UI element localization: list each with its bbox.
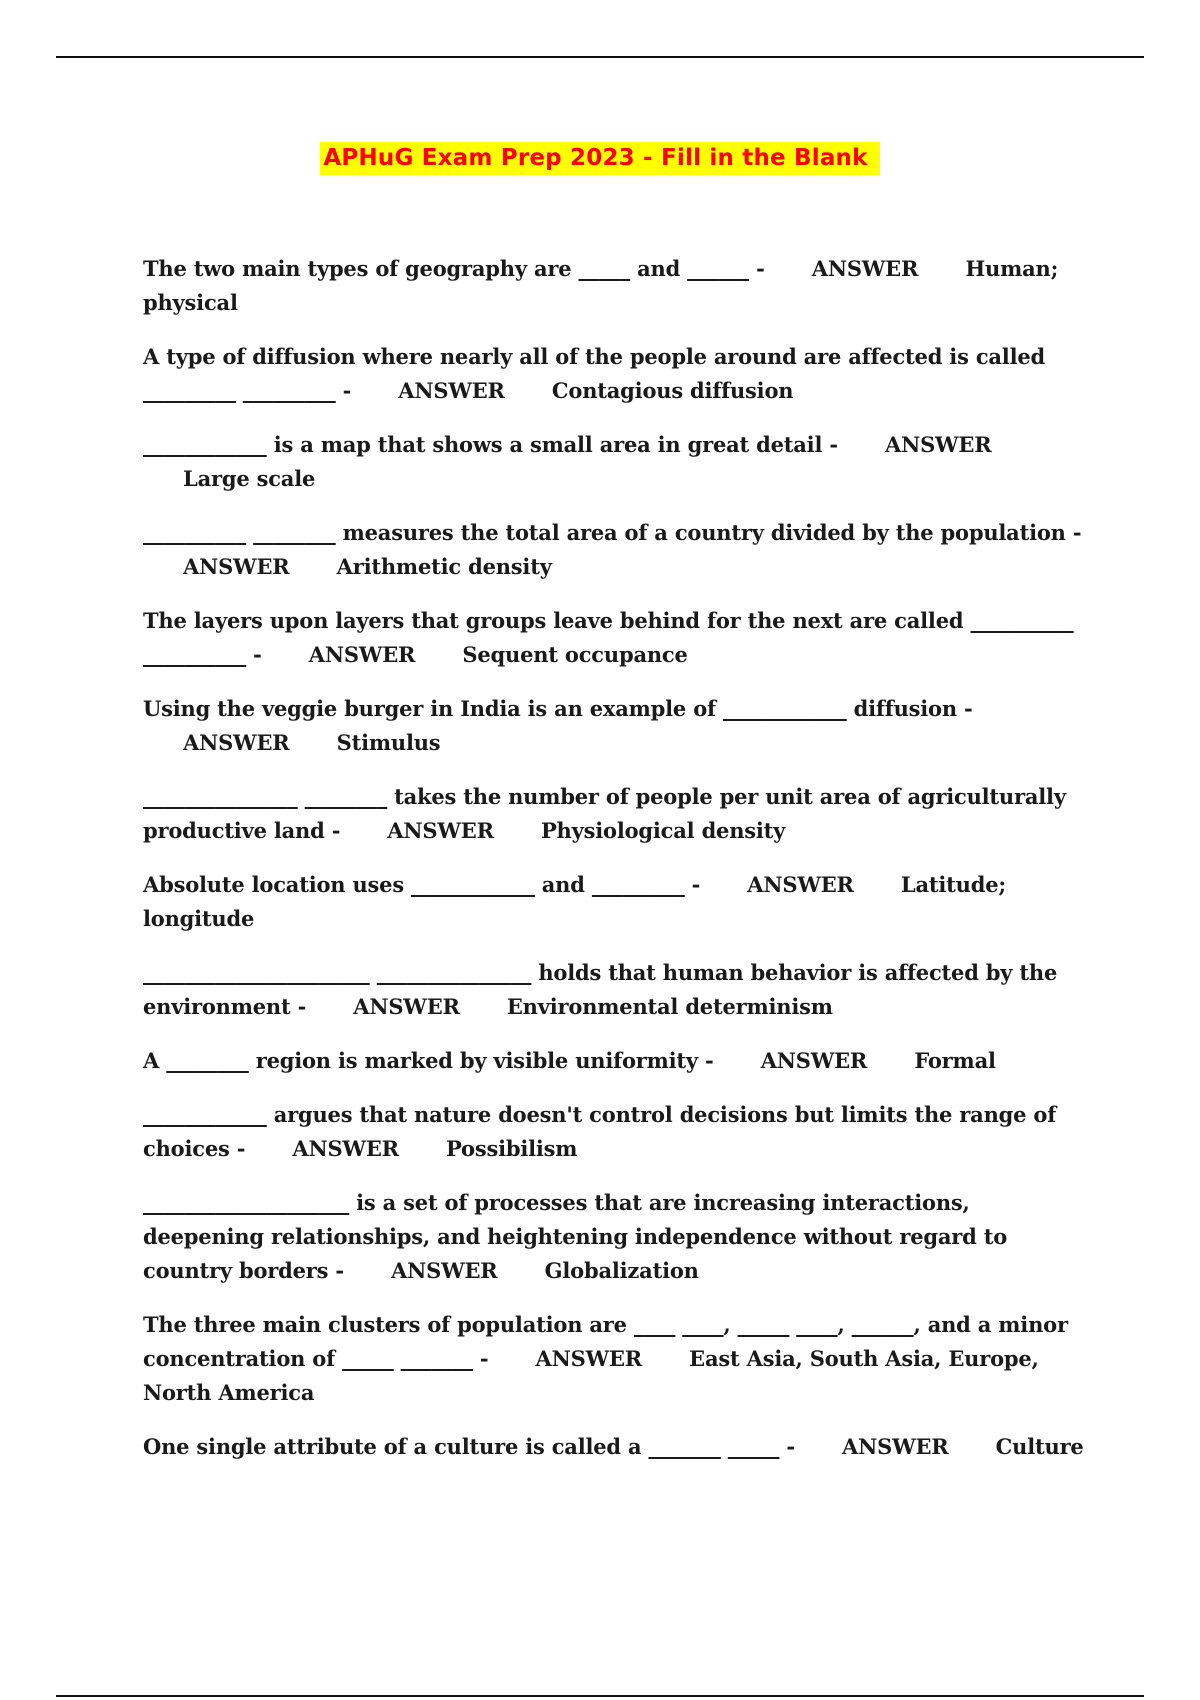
question-text: A ________ region is marked by visible uniformity - [143, 1048, 714, 1073]
question-item [143, 956, 1093, 1024]
answer-text: Formal [914, 1048, 996, 1073]
question-item [143, 1098, 1093, 1166]
answer-text: Physiological density [540, 818, 786, 843]
question-text: ______________________ _______________ holds that human behavior is affected by the environment - [143, 960, 1058, 1019]
question-item [143, 1308, 1093, 1410]
question-item [143, 692, 1093, 760]
answer-label: ANSWER [183, 554, 290, 579]
answer-label: ANSWER [308, 642, 416, 667]
question-item [143, 868, 1093, 936]
answer-text: Globalization [544, 1258, 699, 1283]
answer-text: Contagious diffusion [551, 378, 794, 403]
question-text: The three main clusters of population are ____ ____, _____ ____, ______, and a minor concentration of _____ _______ - [143, 1312, 1068, 1371]
question-item [143, 1430, 1093, 1464]
answer-label: ANSWER [391, 1258, 498, 1283]
question-item [143, 780, 1093, 848]
question-item [143, 428, 1093, 496]
answer-text: Environmental determinism [506, 994, 833, 1019]
answer-text: Human; physical [143, 256, 1059, 315]
answer-label: ANSWER [760, 1048, 868, 1073]
answer-text: Arithmetic density [336, 554, 552, 579]
question-text: _______________ ________ takes the number of people per unit area of agriculturally productive land - [143, 784, 1066, 843]
answer-label: ANSWER [535, 1346, 643, 1371]
question-text: A type of diffusion where nearly all of the people around are affected is called _________ _________ - [143, 344, 1046, 403]
answer-text: Possibilism [446, 1136, 578, 1161]
answer-label: ANSWER [353, 994, 460, 1019]
answer-label: ANSWER [842, 1434, 949, 1459]
question-text: One single attribute of a culture is called a _______ _____ - [143, 1434, 795, 1459]
answer-label: ANSWER [811, 256, 919, 281]
question-text: __________ ________ measures the total area of a country divided by the population - [143, 520, 1082, 545]
answer-text: Large scale [183, 466, 316, 491]
answer-label: ANSWER [292, 1136, 399, 1161]
question-item [143, 252, 1093, 320]
question-text: Using the veggie burger in India is an example of ____________ diffusion - [143, 696, 973, 721]
top-rule [56, 56, 1144, 58]
question-text: Absolute location uses ____________ and _________ - [143, 872, 701, 897]
question-text: The layers upon layers that groups leave behind for the next are called __________ __________ - [143, 608, 1074, 667]
question-item [143, 516, 1093, 584]
document-title: APHuG Exam Prep 2023 - Fill in the Blank [320, 142, 879, 175]
bottom-rule [56, 1695, 1144, 1697]
answer-text: Sequent occupance [462, 642, 688, 667]
answer-text: East Asia, South Asia, Europe, North America [143, 1346, 1039, 1405]
question-text: The two main types of geography are _____ and ______ - [143, 256, 765, 281]
answer-text: Culture [995, 1434, 1084, 1459]
answer-label: ANSWER [884, 432, 992, 457]
question-text: ____________ is a map that shows a small area in great detail - [143, 432, 838, 457]
question-text: ____________ argues that nature doesn't control decisions but limits the range of choices - [143, 1102, 1057, 1161]
question-item [143, 1186, 1093, 1288]
question-item [143, 1044, 1093, 1078]
question-list [143, 252, 1093, 1484]
answer-text: Latitude; longitude [143, 872, 1006, 931]
title-container [0, 142, 1200, 175]
answer-label: ANSWER [387, 818, 494, 843]
question-item [143, 604, 1093, 672]
answer-text: Stimulus [336, 730, 441, 755]
question-item [143, 340, 1093, 408]
answer-label: ANSWER [398, 378, 505, 403]
answer-label: ANSWER [747, 872, 854, 897]
question-text: ____________________ is a set of processes that are increasing interactions, deepening relationships, and heightening independence without regard to country borders - [143, 1190, 1008, 1283]
answer-label: ANSWER [183, 730, 290, 755]
